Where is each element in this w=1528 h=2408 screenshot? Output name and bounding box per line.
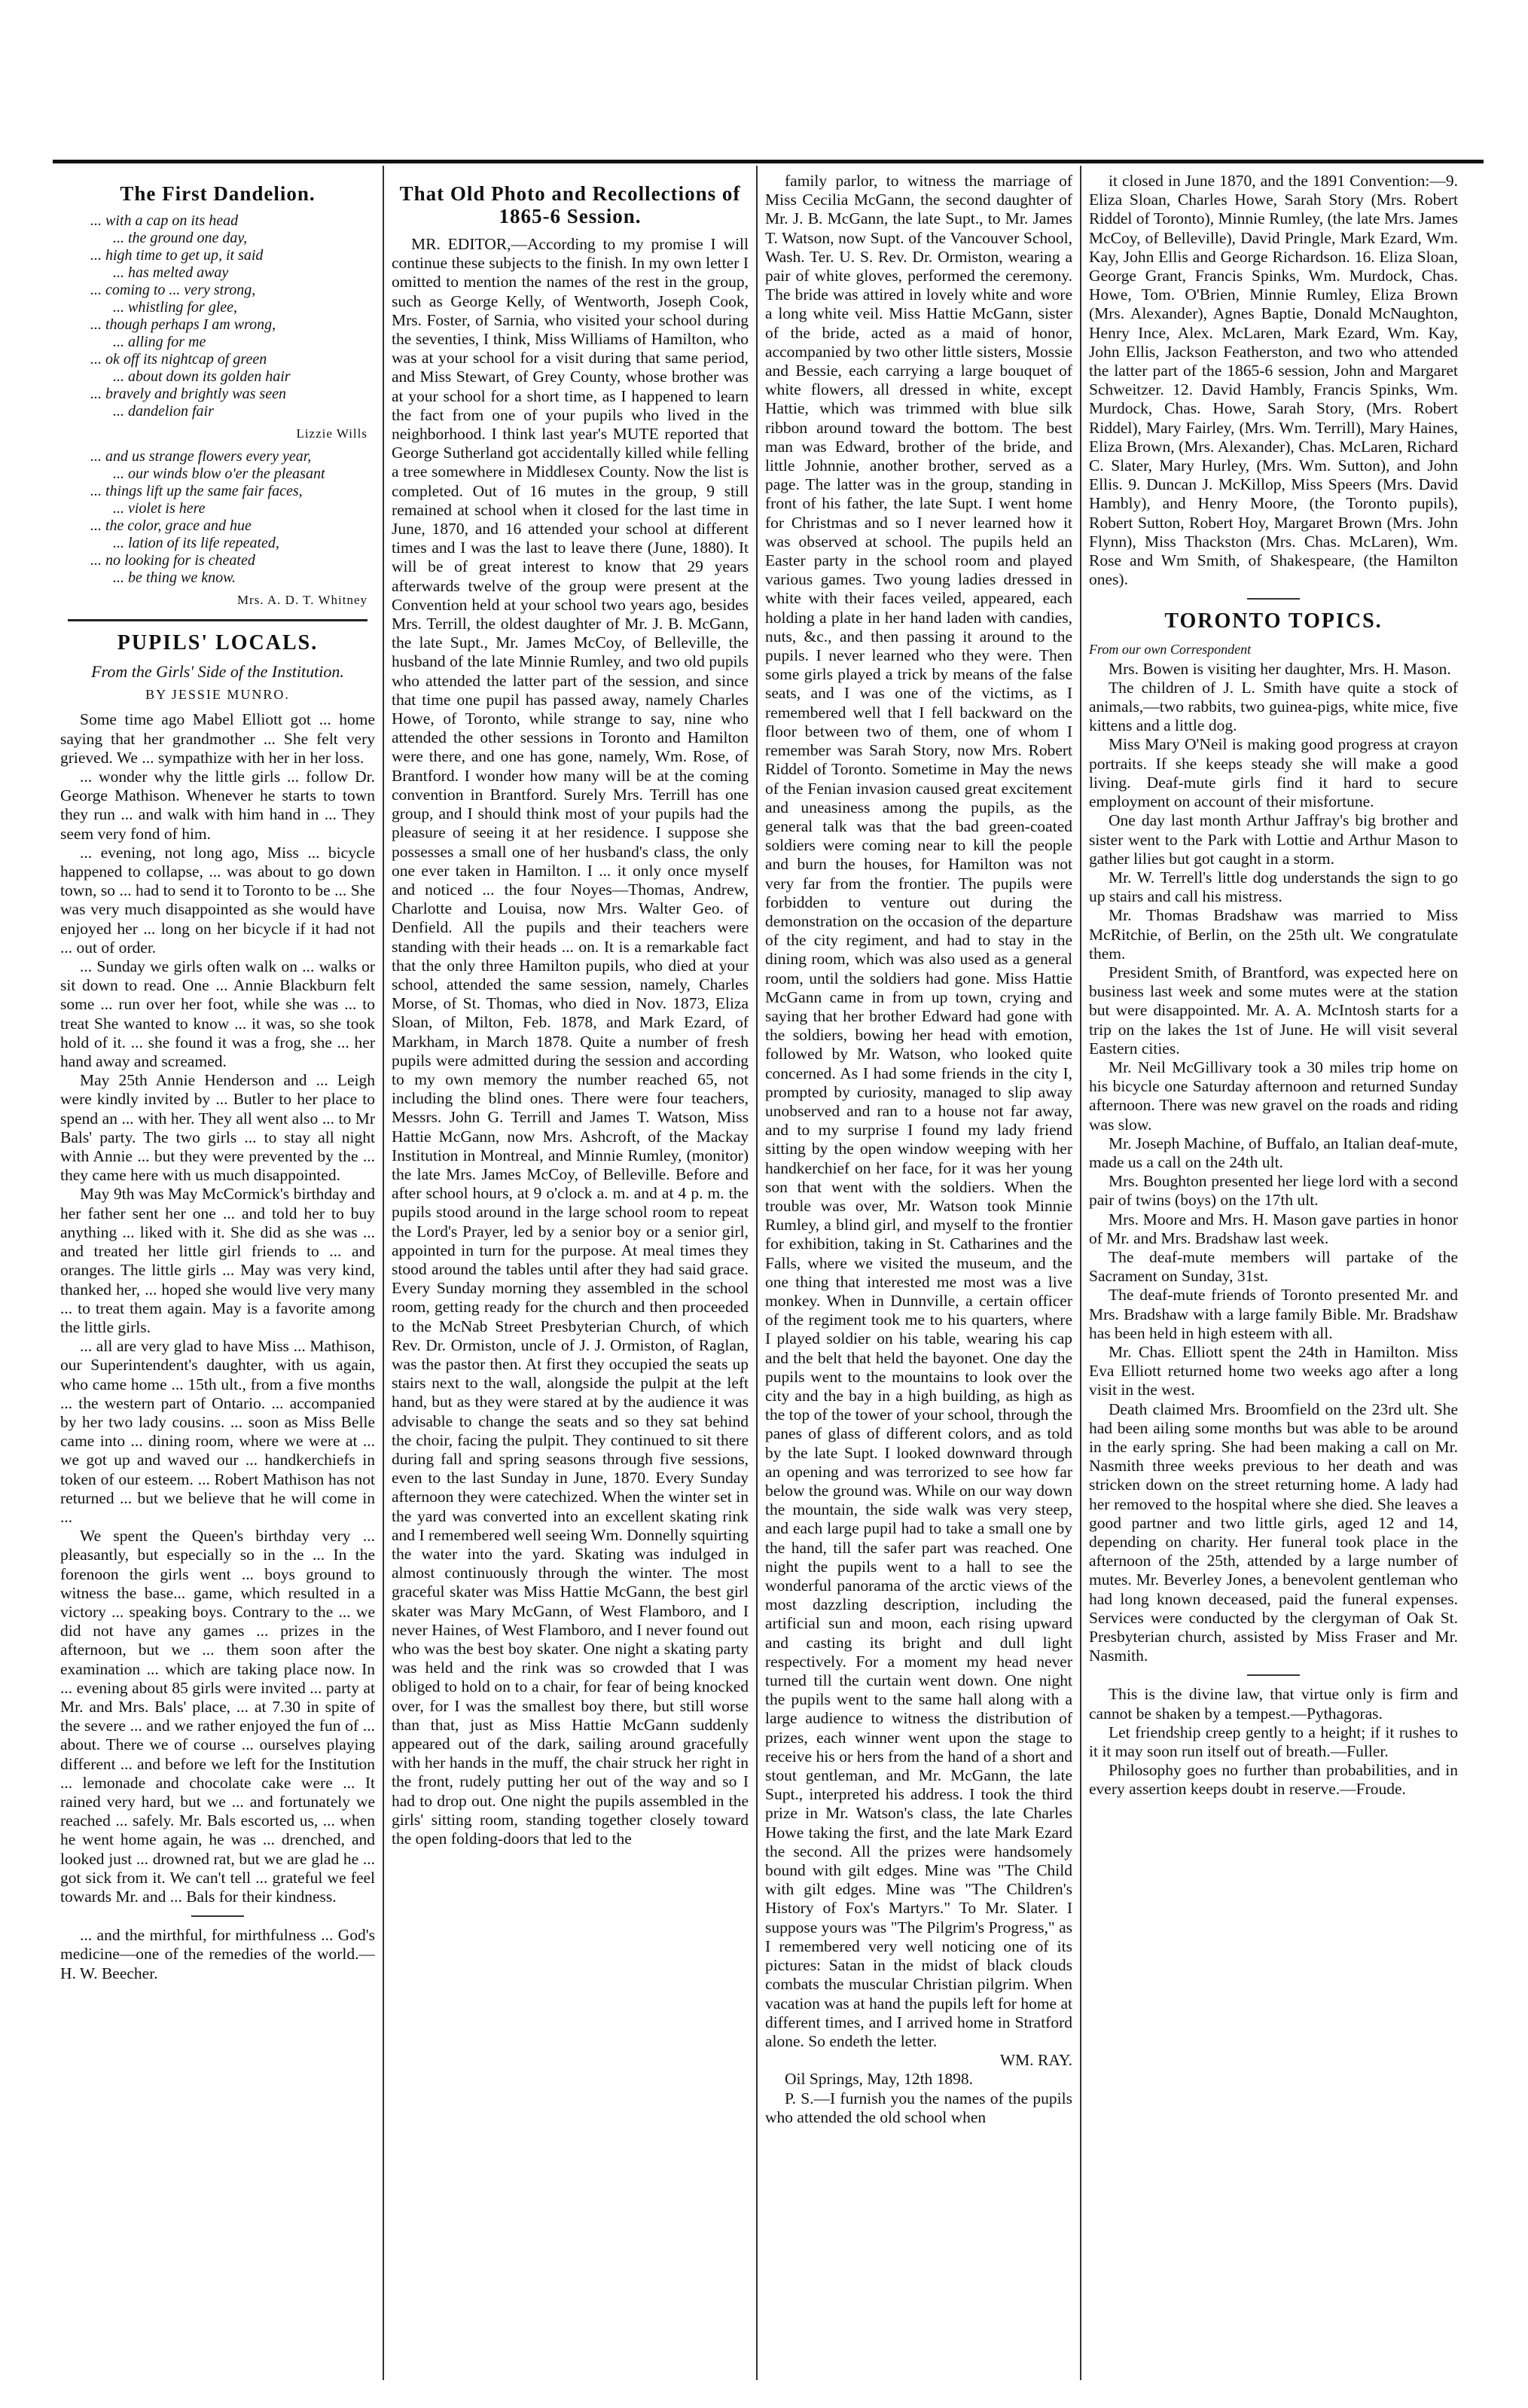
poem-body — [60, 212, 375, 420]
article-body — [1089, 172, 1458, 589]
poem-line: ... be thing we know. — [113, 569, 236, 586]
paragraph: it closed in June 1870, and the 1891 Convention:—9. Eliza Sloan, Charles Howe, Sarah Story (Mrs. Robert Riddel of Toronto), Minnie Rumley, (the late Mrs. James McCoy, of Belleville), David Pringle, Mark Ezard, Wm. Kay, John Ellis and George Richardson. 16. Eliza Sloan, George Grant, Francis Spinks, Wm. Murdock, Chas. Howe, Tom. O'Brien, Minnie Rumley, Eliza Brown (Mrs. Alexander), Agnes Baptie, Donald McNaughton, Henry Ince, Alex. McLaren, Mark Ezard, Wm. Kay, John Ellis, Jackson Featherston, and two who attended the latter part of the 1865-6 session, John and Margaret Schweitzer. 12. David Hambly, Francis Spinks, Wm. Murdock, Chas. Howe, Sarah Story, (Mrs. Robert Riddel), Mary Fairley, (Mrs. Wm. Terrill), Mary Haines, Eliza Brown, (Mrs. Alexander), Chas. McLaren, Richard C. Slater, Mary Hurley, (Mrs. Wm. Sutton), and John Ellis. 9. Duncan J. McKillop, Miss Speers (Mrs. David Hambly), and Henry Moore, (the Toronto pupils), Robert Sutton, Robert Hoy, Margaret Brown (Mrs. John Flynn), Miss Thackston (Mrs. Chas. McLaren), Wm. Rose and Wm Smith, of Shakespeare, (the Hamilton ones). — [1089, 172, 1458, 589]
postscript: P. S.—I furnish you the names of the pupils who attended the old school when — [765, 2089, 1072, 2126]
column-3 — [765, 172, 1072, 2379]
separator — [1247, 598, 1300, 600]
paragraph: One day last month Arthur Jaffray's big brother and sister went to the Park with Lottie and Arthur Mason to gather lilies but got caught in a storm. — [1089, 811, 1458, 868]
poem-line: ... the color, grace and hue — [90, 517, 252, 534]
paragraph: May 25th Annie Henderson and ... Leigh were kindly invited by ... Butler to her place to spend an ... with her. They all went also ... to Mr Bals' party. The two girls ... to stay all night with Annie ... but they were prevented by the ... they came here with us much disappointed. — [60, 1071, 375, 1185]
poem-line: ... with a cap on its head — [90, 212, 239, 229]
section-title: PUPILS' LOCALS. — [117, 631, 319, 655]
paragraph: Miss Mary O'Neil is making good progress at crayon portraits. If she keeps steady she will make a good living. Deaf-mute girls find it hard to secure employment on account of their misfortune. — [1089, 735, 1458, 811]
paragraph: President Smith, of Brantford, was expected here on business last week and some mutes were at the station but were disappointed. Mr. A. A. McIntosh starts for a trip on the lakes the 1st of June. He will visit several Eastern cities. — [1089, 963, 1458, 1058]
poem-line: ... whistling for glee, — [113, 299, 237, 316]
poem-line: ... the ground one day, — [113, 230, 248, 246]
paragraph: ... wonder why the little girls ... follow Dr. George Mathison. Whenever he starts to town they run ... and walk with him hand in ... They seem very fond of him. — [60, 768, 375, 843]
closing-quote: ... and the mirthful, for mirthfulness ... God's medicine—one of the remedies of the world.—H. W. Beecher. — [60, 1926, 375, 1982]
poem-title: The First Dandelion. — [120, 182, 316, 205]
dateline: Oil Springs, May, 12th 1898. — [785, 2070, 974, 2089]
paragraph: Mrs. Moore and Mrs. H. Mason gave parties in honor of Mr. and Mrs. Bradshaw last week. — [1089, 1210, 1458, 1247]
paragraph: The children of J. L. Smith have quite a stock of animals,—two rabbits, two guinea-pigs, white mice, five kittens and a little dog. — [1089, 678, 1458, 735]
separator — [191, 1915, 244, 1917]
paragraph: MR. EDITOR,—According to my promise I will continue these subjects to the finish. In my own letter I omitted to mention the names of the rest in the group, such as George Kelly, of Wentworth, Joseph Cook, Mrs. Foster, of Sarnia, who visited your school during the seventies, I think, Miss Williams of Hamilton, who was at your school for a visit during that same period, and Miss Stewart, of Grey County, whose brother was at your school for a short time, as I happened to learn the fact from one of your pupils who lived in the neighborhood. I think last year's MUTE reported that George Sutherland got accidentally killed while felling a tree somewhere in Middlesex County. Now the list is completed. Out of 16 mutes in the group, 9 still remained at school when it closed for the last time in June, 1870, and 16 attended your school at different times and I was the last to leave there (June, 1880). It will be of great interest to know that 29 years afterwards twelve of the group were present at the Convention held at your school two years ago, besides Mrs. Terrill, the oldest daughter of Mr. J. B. McGann, the late Supt., Mr. James McCoy, of Belleville, the husband of the late Minnie Rumley, and two old pupils who attended the latter part of the session, and since that time one pupil has passed away, namely Charles Howe, of Toronto, while strange to say, nine who attended the other sessions in Toronto and Hamilton were there, and one has gone, namely, Wm. Rose, of Brantford. I wonder how many will be at the coming convention in Brantford. Surely Mrs. Terrill has one group, and I should think most of your pupils had the pleasure of seeing it at her residence. I suppose she possesses a small one of her husband's class, the only one ever taken in Hamilton. I ... it only once myself and noticed ... the four Noyes—Thomas, Andrew, Charlotte and Louisa, now Mrs. Walter Geo. of Denfield. All the pupils and their teachers were standing with their heads ... on. It is a remarkable fact that the only three Hamilton pupils, who died at your school, attended the same session, namely, Charles Morse, of St. Thomas, who died in Nov. 1873, Eliza Sloan, of Milton, Feb. 1878, and Mark Ezard, of Markham, in March 1878. Quite a number of fresh pupils were admitted during the session and according to my own memory the number reached 65, not including the blind ones. There were four teachers, Messrs. John G. Terrill and James T. Watson, Miss Hattie McGann, now Mrs. Ashcroft, of the Mackay Institution in Montreal, and Minnie Rumley, (monitor) the late Mrs. James McCoy, of Belleville. Before and after school hours, at 9 o'clock a. m. and at 4 p. m. the pupils stood around in the large school room to repeat the Lord's Prayer, led by a senior boy or a senior girl, appointed in turn for the purpose. At meal times they stood around the tables until after they had said grace. Every Sunday morning they assembled in the school room, getting ready for the church and then proceeded to the McNab Street Presbyterian Church, of which Rev. Dr. Ormiston, uncle of J. J. Ormiston, of Raglan, was the pastor then. At first they occupied the seats up stairs next to the wall, alongside the pulpit at the left hand, but as they were stared at by the audience it was advisable to change the seats and so they sat behind the choir, facing the pulpit. They continued to sit there during fall and spring seasons through five sessions, even to the last Sunday in June, 1870. Every Sunday afternoon they were catechized. When the winter set in the yard was converted into an excellent skating rink and I remembered well seeing Wm. Donnelly squirting the water into the yard. Skating was indulged in almost continuously through the winter. The most graceful skater was Miss Hattie McGann, the best girl skater was Mary McGann, of West Flamboro, and I never Haines, of West Flamboro, and I never found out who was the best boy skater. One night a skating party was held and the rink was so crowded that I was obliged to hold on to a chair, for fear of being knocked over, for I was the smallest boy there, but still worse than that, just as Miss Hattie McGann suddenly appeared out of the dark, sailing around gracefully with her hands in the muff, the chair struck her right in the front, rudely putting her out of the way and so I had to drop out. One night the pupils assembled in the girls' sitting room, standing together closely toward the open folding-doors that led to the — [392, 235, 749, 1848]
poem-line: ... things lift up the same fair faces, — [90, 483, 303, 499]
article-body — [392, 235, 749, 1848]
column-2 — [392, 172, 749, 2379]
paragraph: The deaf-mute friends of Toronto presented Mr. and Mrs. Bradshaw with a large family Bible. Mr. Bradshaw has been held in high esteem with all. — [1089, 1286, 1458, 1342]
paragraph: Death claimed Mrs. Broomfield on the 23rd ult. She had been ailing some months but was able to be around in the early spring. She had been making a call on Mr. Nasmith three weeks previous to her death and was stricken down on the street returning home. A lady had her removed to the hospital where she died. She leaves a good partner and two little girls, aged 12 and 14, depending on charity. Her funeral took place in the afternoon of the 25th, attended by a large number of mutes. Mr. Beverley Jones, a benevolent gentleman who had long known deceased, paid the funeral expenses. Services were conducted by the clergyman of Oak St. Presbyterian church, assisted by Miss Fraser and Mr. Nasmith. — [1089, 1399, 1458, 1665]
column-1 — [60, 172, 375, 2379]
poem-line: ... bravely and brightly was seen — [90, 386, 286, 402]
poem-line: ... no looking for is cheated — [90, 552, 255, 569]
poem-line: ... ok off its nightcap of green — [90, 351, 267, 368]
section-title: TORONTO TOPICS. — [1164, 609, 1383, 633]
section-subtitle: From the Girls' Side of the Institution. — [91, 662, 344, 681]
quotes — [1089, 1685, 1458, 1799]
paragraph: We spent the Queen's birthday very ... pleasantly, but especially so in the ... In the forenoon the girls went ... boys ground to witness the base... game, which resulted in a victory ... speaking boys. Contrary to the ... we did not have any games ... prizes in the afternoon, but we ... them soon after the examination ... which are taking place now. In ... evening about 85 girls were invited ... party at Mr. and Mrs. Bals' place, ... at 7.30 in spite of the severe ... and we rather enjoyed the fun of ... about. There we of course ... ourselves playing different ... and before we left for the Institution ... lemonade and chocolate cake were ... It rained very hard, but we ... and fortunately we reached ... safely. Mr. Bals escorted us, ... when he went home again, he was ... drenched, and looked just ... drowned rat, but we are glad he ... got sick from it. We can't tell ... grateful we feel towards Mr. and ... Bals for their kindness. — [60, 1527, 375, 1906]
paragraph: Mrs. Bowen is visiting her daughter, Mrs. H. Mason. — [1109, 659, 1451, 678]
paragraph: Philosophy goes no further than probabilities, and in every assertion keeps doubt in reserve.—Froude. — [1089, 1761, 1458, 1799]
separator — [1247, 1674, 1300, 1676]
section-rule — [68, 619, 368, 621]
poem-body — [60, 448, 375, 587]
poem-line: ... alling for me — [113, 334, 206, 350]
poem-signature: Mrs. A. D. T. Whitney — [236, 593, 368, 607]
article-body — [765, 172, 1072, 2051]
poem-line: ... has melted away — [113, 264, 229, 281]
paragraph: Some time ago Mabel Elliott got ... home saying that her grandmother ... She felt very grieved. We ... sympathize with her in her loss. — [60, 710, 375, 767]
column-divider — [383, 166, 384, 2380]
paragraph: Mrs. Boughton presented her liege lord with a second pair of twins (boys) on the 17th ult. — [1089, 1172, 1458, 1210]
paragraph: ... Sunday we girls often walk on ... walks or sit down to read. One ... Annie Blackburn felt some ... run over her foot, while she was ... to treat She wanted to know ... it was, so she took hold of it. ... she found it was a frog, she ... her hand away and screamed. — [60, 957, 375, 1071]
poem-line: ... lation of its life repeated, — [113, 535, 279, 551]
poem-line: ... dandelion fair — [113, 403, 214, 420]
poem-line: ... coming to ... very strong, — [90, 282, 256, 298]
article-title: That Old Photo and Recollections of 1865-6 Session. — [399, 182, 741, 227]
paragraph: The deaf-mute members will partake of the Sacrament on Sunday, 31st. — [1089, 1247, 1458, 1286]
paragraph: ... all are very glad to have Miss ... Mathison, our Superintendent's daughter, with us again, who came home ... 15th ult., from a five months ... the western part of Ontario. ... accompanied by her two lady cousins. ... soon as Miss Belle came into ... dining room, where we were at ... we got up and waved our ... handkerchiefs in token of our esteem. ... Robert Mathison has not returned ... but we believe that he will come in ... — [60, 1337, 375, 1526]
column-divider — [756, 166, 758, 2380]
paragraph: Mr. Neil McGillivary took a 30 miles trip home on his bicycle one Saturday afternoon and returned Sunday afternoon. There was new gravel on the roads and riding was slow. — [1089, 1058, 1458, 1134]
paragraph: Let friendship creep gently to a height; if it rushes to it it may soon run itself out of breath.—Fuller. — [1089, 1723, 1458, 1761]
paragraph: Mr. W. Terrell's little dog understands the sign to go up stairs and call his mistress. — [1089, 868, 1458, 906]
paragraph: May 9th was May McCormick's birthday and her father sent her one ... and told her to buy anything ... liked with it. She did as she was ... and treated her little girl friends to ... and oranges. The little girls ... May was very kind, thanked her, ... hoped she would live very many ... to treat them again. May is a favorite among the little girls. — [60, 1185, 375, 1336]
poem-line: ... our winds blow o'er the pleasant — [113, 465, 325, 482]
column-4 — [1089, 172, 1458, 2379]
poem-line: ... high time to get up, it said — [90, 247, 264, 264]
article-body — [1089, 660, 1458, 1666]
top-rule — [53, 160, 1484, 163]
poem-line: ... though perhaps I am wrong, — [90, 316, 276, 333]
poem-signature: Lizzie Wills — [296, 426, 368, 441]
signature: WM. RAY. — [999, 2051, 1072, 2070]
poem-line: ... and us strange flowers every year, — [90, 448, 312, 465]
paragraph: Mr. Thomas Bradshaw was married to Miss McRitchie, of Berlin, on the 25th ult. We congratulate them. — [1089, 906, 1458, 963]
byline: BY JESSIE MUNRO. — [145, 687, 290, 703]
paragraph: family parlor, to witness the marriage of Miss Cecilia McGann, the second daughter of Mr. J. B. McGann, the late Supt., to Mr. James T. Watson, now Supt. of the Vancouver School, Wash. Ter. U. S. Rev. Dr. Ormiston, wearing a pair of white gloves, performed the ceremony. The bride was attired in lovely white and wore a long white veil. Miss Hattie McGann, sister of the bride, acted as a maid of honor, accompanied by two other little sisters, Mossie and Bessie, each carrying a large bouquet of white flowers, all dressed in white, except Hattie, which was trimmed with blue silk ribbon around toward the bottom. The best man was Edward, brother of the bride, and little Johnnie, another brother, served as a page. The latter was in the group, standing in front of his father, the late Supt. I went home for Christmas and so I never learned how it was observed at school. The pupils held an Easter party in the school room and played various games. Two young ladies dressed in white with their faces veiled, appeared, each holding a plate in her hand laden with candies, nuts, &c., and then passing it around to the pupils. I never learned who they were. Then some girls played a trick by means of the false seats, and I was one of the victims, as I remembered well that I fell backward on the floor between two of them, one of whom I remember was Sarah Story, now Mrs. Robert Riddel of Toronto. Sometime in May the news of the Fenian invasion caused great excitement and uneasiness among the pupils, as the general talk was that the bad green-coated soldiers were coming near to kill the people and burn the houses, for Hamilton was not very far from the frontier. The pupils were forbidden to venture out during the demonstration on the occasion of the departure of the city regiment, and had to stay in the dining room, which was also used as a general room, until the soldiers had gone. Miss Hattie McGann came in from up town, crying and saying that her brother Edward had gone with the soldiers, bowing her head with emotion, followed by Mr. Watson, who looked quite concerned. As I had some friends in the city I, prompted by curiosity, managed to slip away unobserved and ran to a house not far away, and to my surprise I found my lady friend sitting by the open window weeping with her handkerchief on her face, for it was her young son that went with the soldiers. When the trouble was over, Mr. Watson took Minnie Rumley, a blind girl, and myself to the frontier for exhibition, taking in St. Catharines and the Falls, where we visited the museum, and the one thing that interested me most was a live monkey. When in Dunnville, a certain officer of the regiment took me to his quarters, where I played soldier on his table, wearing his cap and the belt that held the bayonet. One day the pupils went to the mountains to look over the city and the bay in a high building, as high as the top of the tower of your school, through the panes of glass of different colors, and as told by the late Supt. I looked downward through an opening and was terrorized to see how far below the ground was. While on our way down the mountain, the side walk was very steep, and each large pupil had to take a small one by the hand, till the safer part was reached. One night the pupils went to a hall to see the wonderful panorama of the arctic views of the most dazzling description, including the artificial sun and moon, each rising upward and casting its bright and dull light respectively. For a moment my head never turned till the curtain went down. One night the pupils went to the same hall along with a large audience to witness the distribution of prizes, each winner went upon the stage to receive his or hers from the hand of a short and stout gentleman, and Mr. McGann, the late Supt., interpreted his address. I took the third prize in Mr. Watson's class, the late Charles Howe taking the first, and the late Mark Ezard the second. All the prizes were handsomely bound with gilt edges. Mine was "The Child with gilt edges. Mine was "The Children's History of Fox's Martyrs." To Mr. Slater. I suppose yours was "The Pilgrim's Progress," as I remembered very well noticing one of its pictures: Satan in the midst of black clouds combats the muscular Christian pilgrim. When vacation was at hand the pupils left for home at different times, and I arrived home in Stratford alone. So endeth the letter. — [765, 172, 1072, 2050]
poem-line: ... about down its golden hair — [113, 368, 291, 385]
paragraph: Mr. Chas. Elliott spent the 24th in Hamilton. Miss Eva Elliott returned home two weeks ago after a long visit in the west. — [1089, 1342, 1458, 1399]
paragraph: ... evening, not long ago, Miss ... bicycle happened to collapse, ... was about to go down town, so ... had to send it to Toronto to be ... She was very much disappointed as she would have enjoyed her ... long on her bicycle if it had not ... out of order. — [60, 843, 375, 957]
paragraph: Mr. Joseph Machine, of Buffalo, an Italian deaf-mute, made us a call on the 24th ult. — [1089, 1134, 1458, 1171]
column-divider — [1080, 166, 1081, 2380]
poem-line: ... violet is here — [113, 500, 206, 517]
paragraph: This is the divine law, that virtue only is firm and cannot be shaken by a tempest.—Pythagoras. — [1089, 1685, 1458, 1723]
article-body — [60, 710, 375, 1906]
correspondent-line: From our own Correspondent — [1089, 642, 1252, 658]
